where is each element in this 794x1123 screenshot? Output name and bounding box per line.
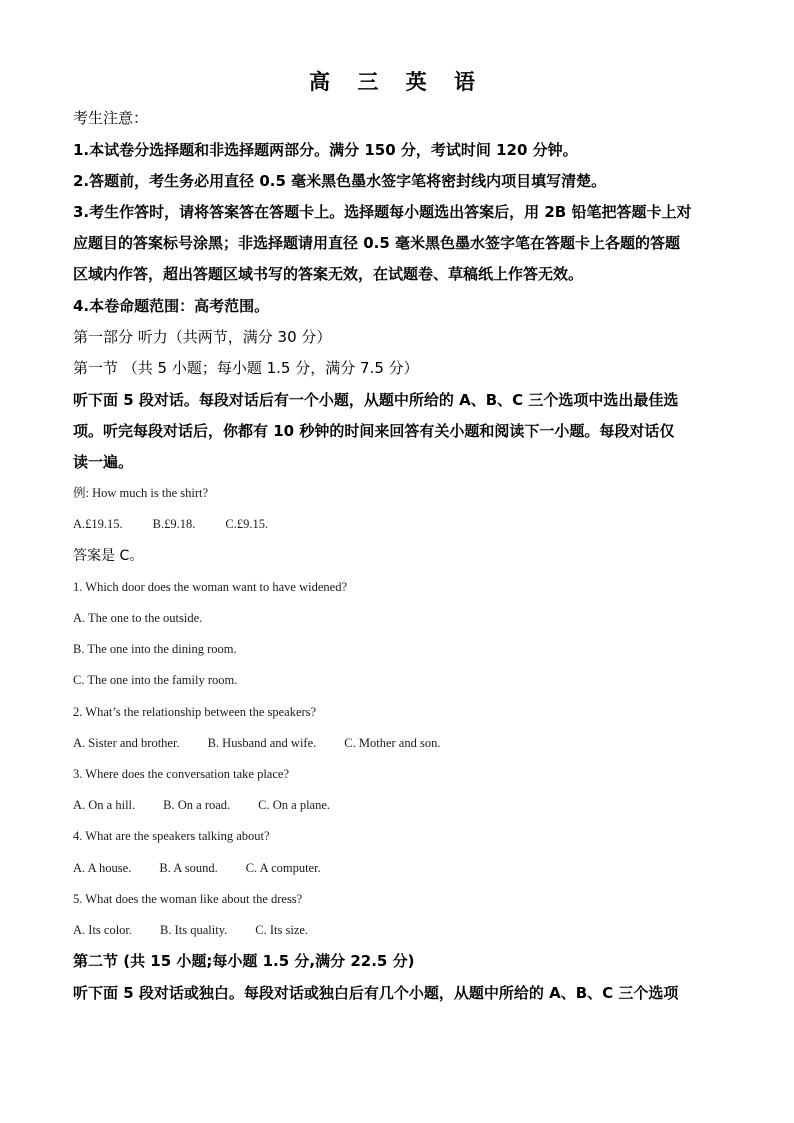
question-4-option-b: B. A sound.: [159, 861, 218, 875]
question-3: 3. Where does the conversation take place?: [73, 767, 289, 781]
part1-heading: 第一部分 听力（共两节，满分 30 分）: [73, 328, 332, 346]
question-5-option-c: C. Its size.: [255, 923, 309, 937]
question-1: 1. Which door does the woman want to have widened?: [73, 580, 347, 594]
example-options: [73, 514, 268, 534]
example-option-c: C.£9.15.: [225, 517, 269, 531]
notice-item-3-line-3: 区域内作答，超出答题区域书写的答案无效，在试题卷、草稿纸上作答无效。: [73, 265, 584, 283]
question-5: 5. What does the woman like about the dress?: [73, 892, 303, 906]
question-5-option-a: A. Its color.: [73, 923, 133, 937]
question-5-options: [73, 920, 308, 940]
notice-item-3-line-2: 应题目的答案标号涂黑；非选择题请用直径 0.5 毫米黑色墨水签字笔在答题卡上各题的答题: [73, 234, 681, 252]
question-2: 2. What’s the relationship between the speakers?: [73, 705, 317, 719]
notice-item-2: 2.答题前，考生务必用直径 0.5 毫米黑色墨水签字笔将密封线内项目填写清楚。: [73, 172, 607, 190]
question-4-option-a: A. A house.: [73, 861, 132, 875]
question-4-options: [73, 858, 321, 878]
notice-item-1: 1.本试卷分选择题和非选择题两部分。满分 150 分，考试时间 120 分钟。: [73, 141, 578, 159]
section1-instructions-line-3: 读一遍。: [73, 453, 134, 471]
question-3-options: [73, 795, 330, 815]
section1-heading: 第一节 （共 5 小题；每小题 1.5 分，满分 7.5 分）: [73, 359, 419, 377]
question-3-option-c: C. On a plane.: [258, 798, 331, 812]
example-question: 例: How much is the shirt?: [73, 486, 209, 500]
question-2-option-a: A. Sister and brother.: [73, 736, 180, 750]
notice-item-4: 4.本卷命题范围：高考范围。: [73, 297, 270, 315]
example-option-a: A.£19.15.: [73, 517, 123, 531]
question-1-option-b: B. The one into the dining room.: [73, 642, 237, 656]
question-4-option-c: C. A computer.: [245, 861, 321, 875]
page-title: 高 三 英 语: [309, 69, 485, 94]
question-2-option-c: C. Mother and son.: [344, 736, 441, 750]
question-5-option-b: B. Its quality.: [160, 923, 228, 937]
notice-item-3-line-1: 3.考生作答时，请将答案答在答题卡上。选择题每小题选出答案后，用 2B 铅笔把答题卡上对: [73, 203, 692, 221]
example-option-b: B.£9.18.: [152, 517, 196, 531]
question-1-option-a: A. The one to the outside.: [73, 611, 203, 625]
question-1-option-c: C. The one into the family room.: [73, 673, 238, 687]
section1-instructions-line-2: 项。听完每段对话后，你都有 10 秒钟的时间来回答有关小题和阅读下一小题。每段对话仅: [73, 422, 675, 440]
question-3-option-a: A. On a hill.: [73, 798, 136, 812]
question-3-option-b: B. On a road.: [163, 798, 231, 812]
question-2-option-b: B. Husband and wife.: [207, 736, 317, 750]
section2-instructions-line-1: 听下面 5 段对话或独白。每段对话或独白后有几个小题，从题中所给的 A、B、C 三个选项: [73, 984, 679, 1002]
section1-instructions-line-1: 听下面 5 段对话。每段对话后有一个小题，从题中所给的 A、B、C 三个选项中选出最佳选: [73, 391, 679, 409]
question-2-options: [73, 733, 440, 753]
example-answer: 答案是 C。: [73, 548, 144, 564]
question-4: 4. What are the speakers talking about?: [73, 829, 270, 843]
section2-heading: 第二节 (共 15 小题;每小题 1.5 分,满分 22.5 分): [73, 952, 415, 970]
notice-heading: 考生注意：: [73, 109, 149, 127]
